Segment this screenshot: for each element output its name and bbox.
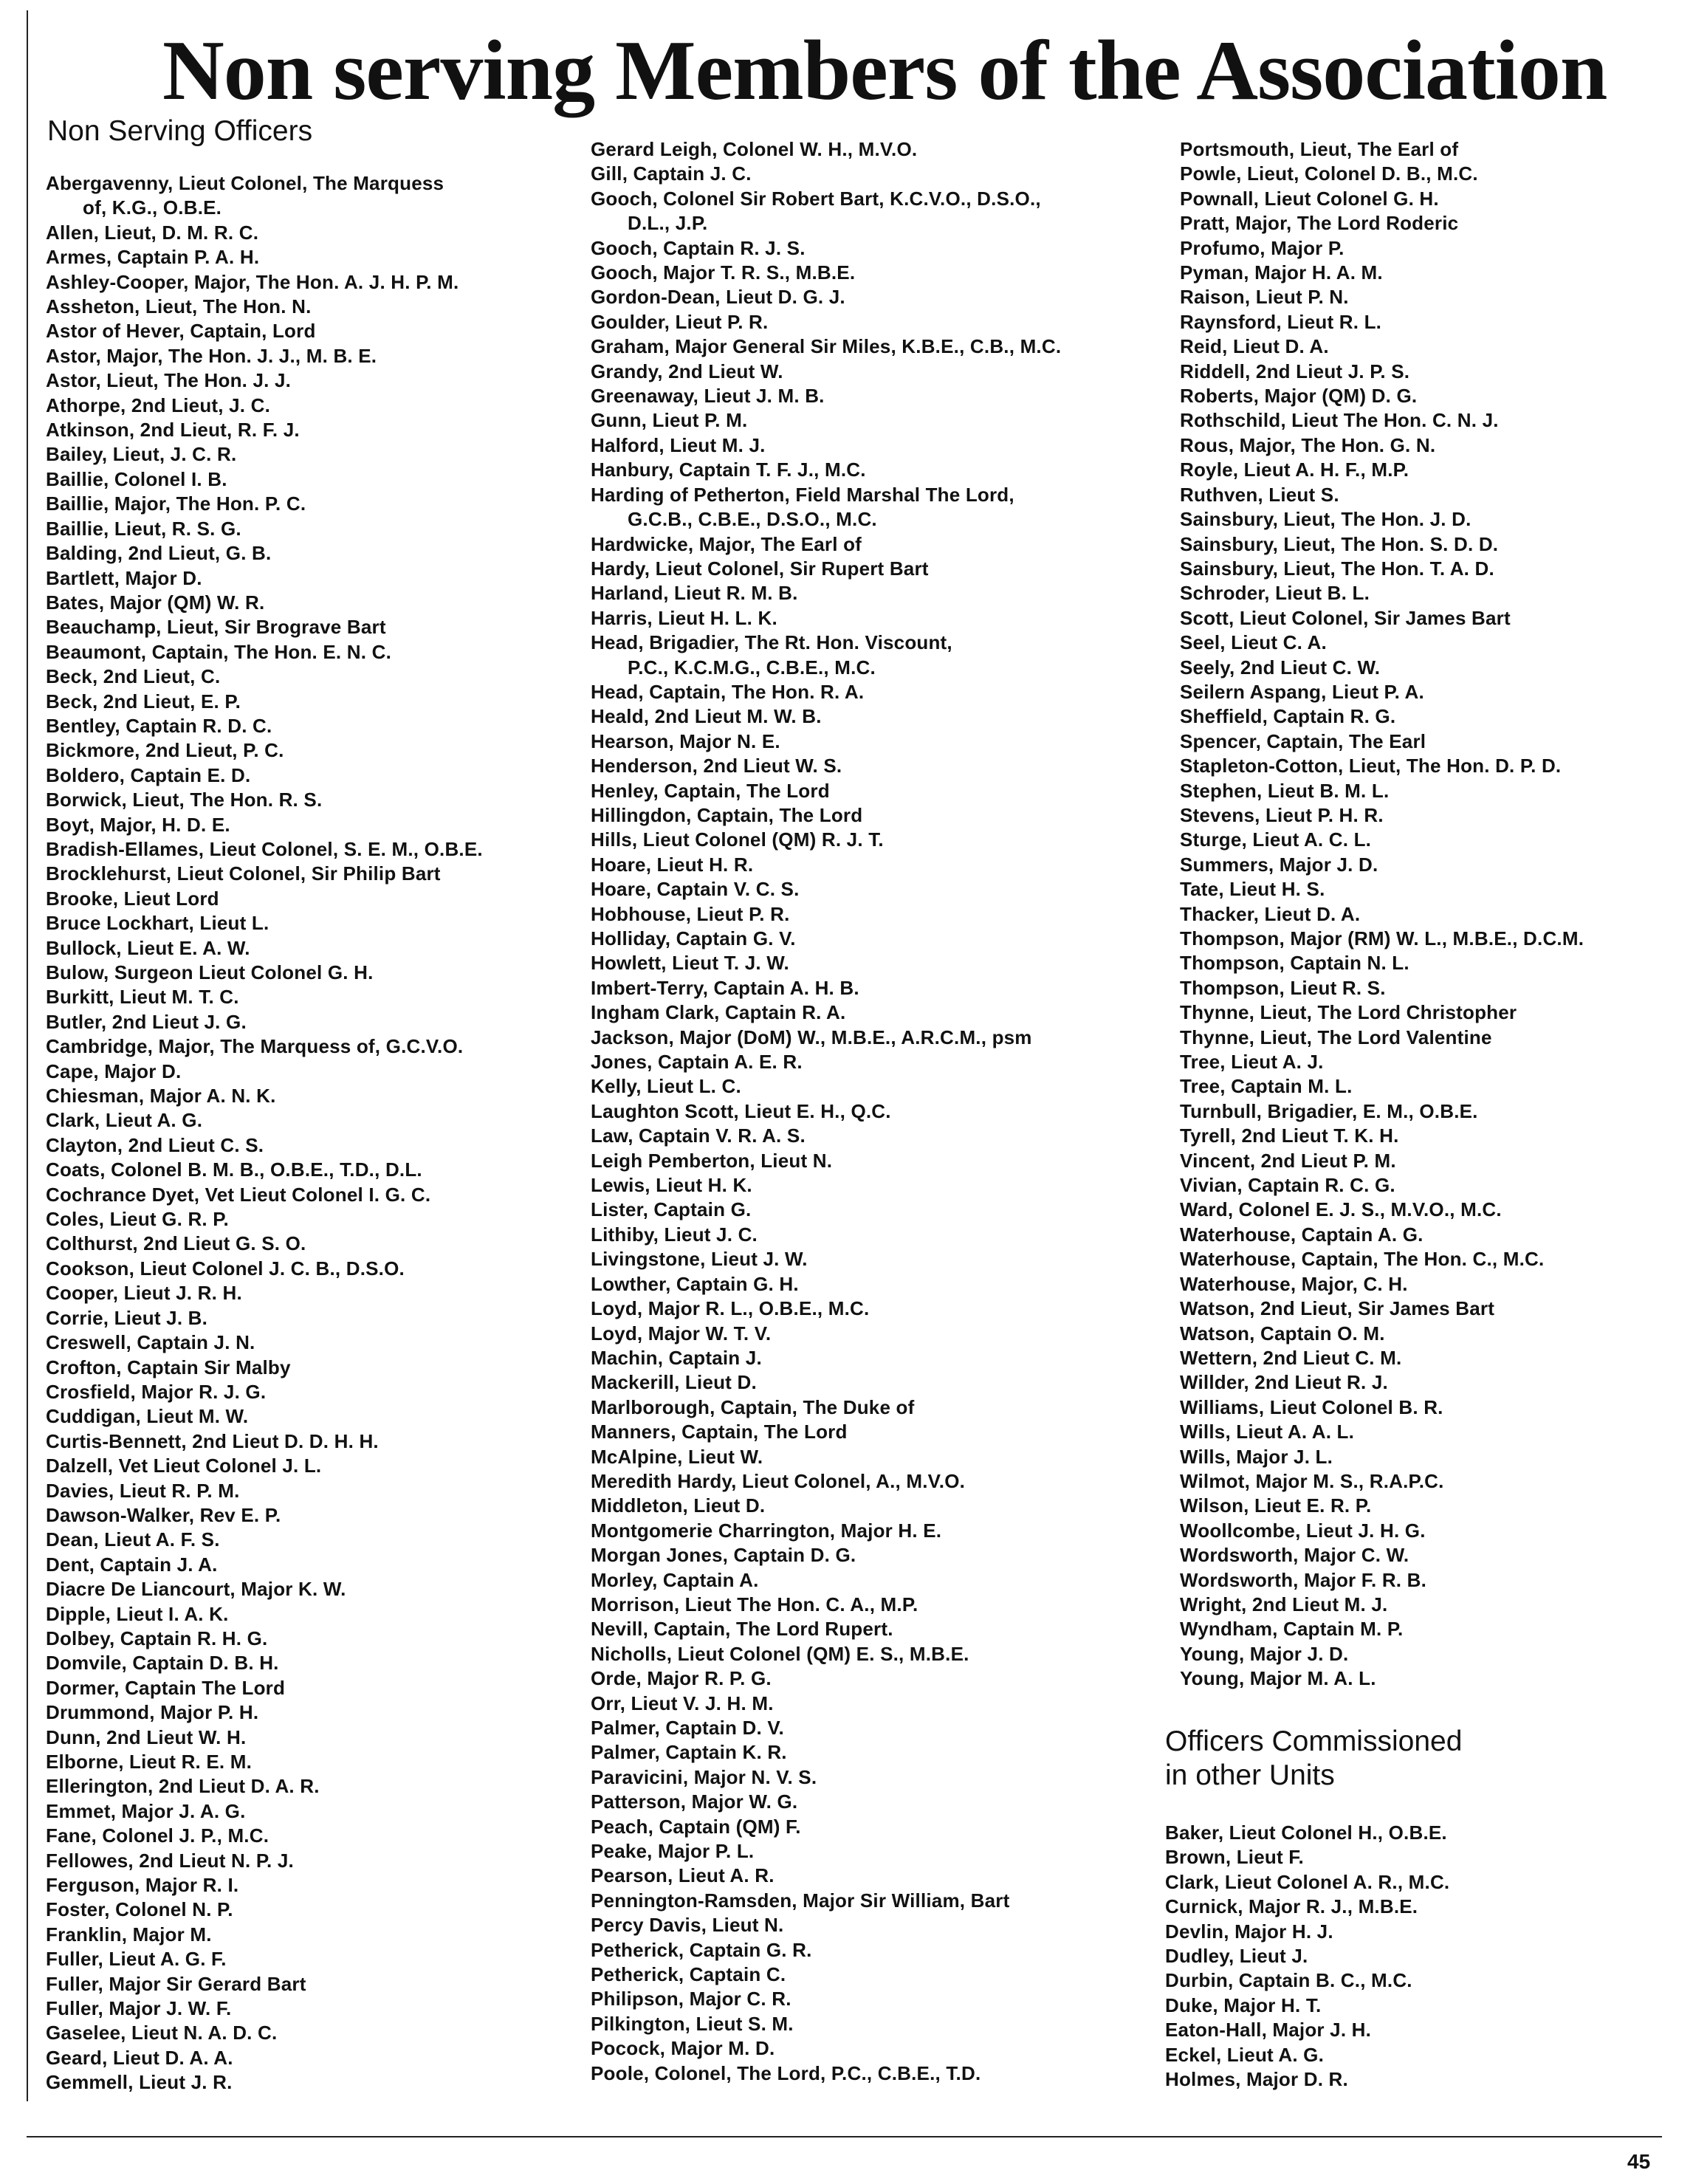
member-entry: Geard, Lieut D. A. A. — [46, 2046, 233, 2069]
member-entry: Crofton, Captain Sir Malby — [46, 1356, 291, 1378]
member-entry: Peake, Major P. L. — [591, 1840, 755, 1863]
member-entry: Young, Major M. A. L. — [1180, 1667, 1376, 1690]
member-entry: Middleton, Lieut D. — [591, 1494, 766, 1517]
member-entry: Pownall, Lieut Colonel G. H. — [1180, 187, 1439, 210]
member-entry: Lewis, Lieut H. K. — [591, 1174, 752, 1197]
member-entry: Palmer, Captain D. V. — [591, 1717, 784, 1739]
member-entry: Stapleton-Cotton, Lieut, The Hon. D. P. D. — [1180, 755, 1562, 777]
member-entry: Raynsford, Lieut R. L. — [1180, 310, 1382, 333]
member-entry: Allen, Lieut, D. M. R. C. — [46, 221, 259, 244]
member-entry: Morley, Captain A. — [591, 1568, 759, 1591]
section-heading-other-units-line1: Officers Commissioned — [1165, 1725, 1463, 1757]
member-entry: Foster, Colonel N. P. — [46, 1898, 233, 1921]
member-entry: Nicholls, Lieut Colonel (QM) E. S., M.B.E. — [591, 1642, 969, 1665]
member-entry: Franklin, Major M. — [46, 1923, 212, 1946]
member-entry: Corrie, Lieut J. B. — [46, 1306, 208, 1329]
member-entry: Beck, 2nd Lieut, E. P. — [46, 690, 241, 712]
member-entry: Hanbury, Captain T. F. J., M.C. — [591, 459, 866, 481]
member-entry: Curnick, Major R. J., M.B.E. — [1165, 1895, 1418, 1918]
member-entry: Meredith Hardy, Lieut Colonel, A., M.V.O. — [591, 1469, 966, 1492]
member-entry: Chiesman, Major A. N. K. — [46, 1085, 276, 1108]
member-entry: Bates, Major (QM) W. R. — [46, 591, 265, 614]
member-entry: Hoare, Lieut H. R. — [591, 853, 754, 876]
member-entry: Leigh Pemberton, Lieut N. — [591, 1149, 833, 1172]
member-entry: Sheffield, Captain R. G. — [1180, 705, 1396, 728]
member-entry: Loyd, Major W. T. V. — [591, 1322, 772, 1345]
member-entry: Spencer, Captain, The Earl — [1180, 729, 1426, 752]
member-entry: Sainsbury, Lieut, The Hon. T. A. D. — [1180, 557, 1494, 580]
member-entry: Powle, Lieut, Colonel D. B., M.C. — [1180, 162, 1478, 185]
page-number: 45 — [1627, 2150, 1651, 2173]
member-entry: Gooch, Major T. R. S., M.B.E. — [591, 261, 856, 284]
member-entry: Grandy, 2nd Lieut W. — [591, 360, 783, 382]
member-entry: Wilson, Lieut E. R. P. — [1180, 1494, 1372, 1517]
member-entry: Pilkington, Lieut S. M. — [591, 2012, 794, 2035]
member-entry: Cochrance Dyet, Vet Lieut Colonel I. G. C. — [46, 1183, 431, 1206]
member-entry: Paravicini, Major N. V. S. — [591, 1765, 817, 1788]
member-entry: Curtis-Bennett, 2nd Lieut D. D. H. H. — [46, 1429, 379, 1452]
member-entry: G.C.B., C.B.E., D.S.O., M.C. — [628, 508, 877, 531]
member-entry: Dolbey, Captain R. H. G. — [46, 1627, 268, 1649]
member-entry: Wordsworth, Major F. R. B. — [1180, 1568, 1427, 1591]
member-entry: Holmes, Major D. R. — [1165, 2068, 1348, 2091]
member-entry: Jones, Captain A. E. R. — [591, 1051, 803, 1074]
member-entry: Astor of Hever, Captain, Lord — [46, 320, 316, 343]
member-entry: Hoare, Captain V. C. S. — [591, 878, 800, 901]
member-entry: Clark, Lieut A. G. — [46, 1109, 203, 1132]
member-entry: Schroder, Lieut B. L. — [1180, 582, 1370, 605]
member-entry: Duke, Major H. T. — [1165, 1994, 1322, 2016]
member-entry: Holliday, Captain G. V. — [591, 927, 796, 950]
member-entry: Seely, 2nd Lieut C. W. — [1180, 656, 1381, 679]
member-entry: Pocock, Major M. D. — [591, 2037, 775, 2060]
member-entry: Tate, Lieut H. S. — [1180, 878, 1325, 901]
member-entry: Livingstone, Lieut J. W. — [591, 1248, 808, 1271]
member-entry: Vincent, 2nd Lieut P. M. — [1180, 1149, 1396, 1172]
member-entry: Portsmouth, Lieut, The Earl of — [1180, 138, 1459, 160]
member-entry: Marlborough, Captain, The Duke of — [591, 1395, 915, 1418]
member-entry: Beaumont, Captain, The Hon. E. N. C. — [46, 640, 392, 663]
member-entry: Wettern, 2nd Lieut C. M. — [1180, 1346, 1402, 1369]
member-entry: Bulow, Surgeon Lieut Colonel G. H. — [46, 961, 374, 983]
member-entry: Ashley-Cooper, Major, The Hon. A. J. H. P. M. — [46, 270, 459, 293]
member-entry: Baker, Lieut Colonel H., O.B.E. — [1165, 1821, 1447, 1844]
member-entry: Cambridge, Major, The Marquess of, G.C.V.O. — [46, 1035, 464, 1058]
member-entry: Ruthven, Lieut S. — [1180, 483, 1339, 506]
member-entry: Waterhouse, Captain A. G. — [1180, 1223, 1424, 1246]
member-entry: Astor, Lieut, The Hon. J. J. — [46, 369, 292, 392]
member-entry: Creswell, Captain J. N. — [46, 1331, 255, 1354]
other-units-list — [1165, 1821, 1449, 2092]
section-heading-non-serving-officers: Non Serving Officers — [47, 115, 313, 147]
member-entry: Imbert-Terry, Captain A. H. B. — [591, 976, 859, 999]
member-entry: Waterhouse, Major, C. H. — [1180, 1272, 1408, 1295]
member-entry: Tree, Captain M. L. — [1180, 1075, 1353, 1098]
member-entry: Diacre De Liancourt, Major K. W. — [46, 1578, 346, 1601]
member-entry: Willder, 2nd Lieut R. J. — [1180, 1371, 1388, 1394]
member-entry: Ingham Clark, Captain R. A. — [591, 1001, 846, 1024]
member-entry: Gerard Leigh, Colonel W. H., M.V.O. — [591, 138, 918, 160]
member-entry: Greenaway, Lieut J. M. B. — [591, 385, 825, 408]
member-entry: Dormer, Captain The Lord — [46, 1676, 286, 1699]
member-entry: Eckel, Lieut A. G. — [1165, 2043, 1325, 2066]
member-entry: Butler, 2nd Lieut J. G. — [46, 1010, 247, 1033]
member-entry: Bailey, Lieut, J. C. R. — [46, 443, 237, 466]
member-entry: Tyrell, 2nd Lieut T. K. H. — [1180, 1124, 1399, 1147]
member-entry: Drummond, Major P. H. — [46, 1701, 259, 1724]
member-entry: Bartlett, Major D. — [46, 566, 202, 589]
member-entry: Kelly, Lieut L. C. — [591, 1075, 741, 1098]
member-entry: Laughton Scott, Lieut E. H., Q.C. — [591, 1099, 891, 1122]
member-entry: Gooch, Captain R. J. S. — [591, 236, 806, 259]
member-entry: Sainsbury, Lieut, The Hon. S. D. D. — [1180, 532, 1499, 555]
middle-column-list — [591, 137, 1061, 2086]
member-entry: Goulder, Lieut P. R. — [591, 310, 769, 333]
member-entry: McAlpine, Lieut W. — [591, 1445, 763, 1468]
member-entry: Sainsbury, Lieut, The Hon. J. D. — [1180, 508, 1471, 531]
member-entry: Domvile, Captain D. B. H. — [46, 1652, 279, 1675]
member-entry: Eaton-Hall, Major J. H. — [1165, 2019, 1372, 2042]
member-entry: Hearson, Major N. E. — [591, 729, 780, 752]
member-entry: Watson, 2nd Lieut, Sir James Bart — [1180, 1297, 1495, 1320]
member-entry: Hardwicke, Major, The Earl of — [591, 532, 862, 555]
member-entry: Nevill, Captain, The Lord Rupert. — [591, 1618, 893, 1641]
member-entry: Atkinson, 2nd Lieut, R. F. J. — [46, 419, 300, 442]
member-entry: Montgomerie Charrington, Major H. E. — [591, 1519, 942, 1542]
member-entry: Henderson, 2nd Lieut W. S. — [591, 755, 842, 777]
member-entry: Graham, Major General Sir Miles, K.B.E., C.B., M.C. — [591, 335, 1062, 358]
member-entry: Ellerington, 2nd Lieut D. A. R. — [46, 1775, 320, 1798]
member-entry: Thacker, Lieut D. A. — [1180, 902, 1361, 925]
member-entry: Dalzell, Vet Lieut Colonel J. L. — [46, 1455, 322, 1477]
member-entry: Astor, Major, The Hon. J. J., M. B. E. — [46, 344, 377, 367]
left-margin-rule — [27, 10, 28, 2101]
member-entry: Pratt, Major, The Lord Roderic — [1180, 212, 1459, 235]
member-entry: Ferguson, Major R. I. — [46, 1874, 239, 1897]
member-entry: Hills, Lieut Colonel (QM) R. J. T. — [591, 828, 884, 851]
member-entry: Head, Brigadier, The Rt. Hon. Viscount, — [591, 631, 952, 654]
member-entry: Wordsworth, Major C. W. — [1180, 1544, 1409, 1567]
member-entry: Cookson, Lieut Colonel J. C. B., D.S.O. — [46, 1257, 405, 1280]
page-title: Non serving Members of the Association — [162, 24, 1607, 118]
member-entry: of, K.G., O.B.E. — [83, 196, 222, 219]
member-entry: Baillie, Colonel I. B. — [46, 467, 227, 490]
member-entry: Petherick, Captain C. — [591, 1963, 786, 1986]
member-entry: Thynne, Lieut, The Lord Valentine — [1180, 1026, 1492, 1048]
member-entry: Law, Captain V. R. A. S. — [591, 1124, 806, 1147]
member-entry: Harris, Lieut H. L. K. — [591, 606, 777, 629]
member-entry: Peach, Captain (QM) F. — [591, 1815, 801, 1838]
member-entry: Stephen, Lieut B. M. L. — [1180, 779, 1390, 802]
member-entry: Boldero, Captain E. D. — [46, 763, 251, 786]
member-entry: Baillie, Major, The Hon. P. C. — [46, 492, 306, 515]
member-entry: Dudley, Lieut J. — [1165, 1945, 1308, 1968]
member-entry: Howlett, Lieut T. J. W. — [591, 952, 789, 975]
member-entry: Rothschild, Lieut The Hon. C. N. J. — [1180, 409, 1499, 432]
member-entry: Summers, Major J. D. — [1180, 853, 1378, 876]
member-entry: Seel, Lieut C. A. — [1180, 631, 1327, 654]
member-entry: Lithiby, Lieut J. C. — [591, 1223, 758, 1246]
member-entry: Balding, 2nd Lieut, G. B. — [46, 542, 272, 565]
member-entry: Roberts, Major (QM) D. G. — [1180, 385, 1418, 408]
member-entry: Morrison, Lieut The Hon. C. A., M.P. — [591, 1593, 918, 1615]
member-entry: Baillie, Lieut, R. S. G. — [46, 517, 241, 540]
member-entry: Brocklehurst, Lieut Colonel, Sir Philip Bart — [46, 862, 441, 885]
member-entry: Bradish-Ellames, Lieut Colonel, S. E. M., O.B.E. — [46, 837, 483, 860]
member-entry: Hardy, Lieut Colonel, Sir Rupert Bart — [591, 557, 929, 580]
member-entry: Waterhouse, Captain, The Hon. C., M.C. — [1180, 1248, 1545, 1271]
member-entry: Armes, Captain P. A. H. — [46, 246, 260, 269]
member-entry: Gordon-Dean, Lieut D. G. J. — [591, 286, 845, 309]
member-entry: Brooke, Lieut Lord — [46, 887, 219, 910]
member-entry: Hobhouse, Lieut P. R. — [591, 902, 790, 925]
member-entry: Bruce Lockhart, Lieut L. — [46, 912, 269, 935]
member-entry: Dean, Lieut A. F. S. — [46, 1528, 220, 1551]
member-entry: Stevens, Lieut P. H. R. — [1180, 803, 1384, 826]
member-entry: Lister, Captain G. — [591, 1198, 752, 1221]
member-entry: Thompson, Captain N. L. — [1180, 952, 1409, 975]
member-entry: Rous, Major, The Hon. G. N. — [1180, 433, 1436, 456]
member-entry: Devlin, Major H. J. — [1165, 1920, 1333, 1943]
member-entry: Halford, Lieut M. J. — [591, 433, 766, 456]
left-column-list — [46, 171, 483, 2095]
member-entry: Harding of Petherton, Field Marshal The Lord, — [591, 483, 1014, 506]
member-entry: Lowther, Captain G. H. — [591, 1272, 799, 1295]
member-entry: Boyt, Major, H. D. E. — [46, 813, 230, 836]
member-entry: Abergavenny, Lieut Colonel, The Marquess — [46, 172, 444, 194]
member-entry: Tree, Lieut A. J. — [1180, 1051, 1324, 1074]
member-entry: Gaselee, Lieut N. A. D. C. — [46, 2022, 278, 2044]
member-entry: Wills, Lieut A. A. L. — [1180, 1421, 1355, 1443]
member-entry: Turnbull, Brigadier, E. M., O.B.E. — [1180, 1099, 1478, 1122]
member-entry: Fuller, Lieut A. G. F. — [46, 1948, 227, 1971]
member-entry: Wilmot, Major M. S., R.A.P.C. — [1180, 1469, 1444, 1492]
member-entry: Hillingdon, Captain, The Lord — [591, 803, 863, 826]
member-entry: Thompson, Lieut R. S. — [1180, 976, 1386, 999]
member-entry: Athorpe, 2nd Lieut, J. C. — [46, 394, 271, 416]
member-entry: Gooch, Colonel Sir Robert Bart, K.C.V.O., D.S.O., — [591, 187, 1041, 210]
member-entry: Jackson, Major (DoM) W., M.B.E., A.R.C.M., psm — [591, 1026, 1032, 1048]
member-entry: Cuddigan, Lieut M. W. — [46, 1405, 249, 1428]
member-entry: Dunn, 2nd Lieut W. H. — [46, 1725, 247, 1748]
member-entry: P.C., K.C.M.G., C.B.E., M.C. — [628, 656, 876, 679]
member-entry: Pennington-Ramsden, Major Sir William, Bart — [591, 1889, 1010, 1912]
member-entry: Davies, Lieut R. P. M. — [46, 1479, 240, 1502]
member-entry: Bentley, Captain R. D. C. — [46, 714, 272, 737]
member-entry: Beauchamp, Lieut, Sir Brograve Bart — [46, 616, 386, 639]
section-heading-other-units-line2: in other Units — [1165, 1759, 1335, 1791]
member-entry: Heald, 2nd Lieut M. W. B. — [591, 705, 822, 728]
member-entry: Loyd, Major R. L., O.B.E., M.C. — [591, 1297, 870, 1320]
member-entry: Poole, Colonel, The Lord, P.C., C.B.E., T.D. — [591, 2061, 981, 2084]
member-entry: Assheton, Lieut, The Hon. N. — [46, 295, 312, 318]
member-entry: Pearson, Lieut A. R. — [591, 1864, 775, 1887]
member-entry: Burkitt, Lieut M. T. C. — [46, 986, 239, 1009]
member-entry: Clayton, 2nd Lieut C. S. — [46, 1133, 264, 1156]
member-entry: Wills, Major J. L. — [1180, 1445, 1333, 1468]
right-column-list — [1180, 137, 1584, 1692]
member-entry: Emmet, Major J. A. G. — [46, 1799, 246, 1822]
member-entry: Morgan Jones, Captain D. G. — [591, 1544, 856, 1567]
member-entry: Sturge, Lieut A. C. L. — [1180, 828, 1372, 851]
member-entry: Thompson, Major (RM) W. L., M.B.E., D.C.M. — [1180, 927, 1584, 950]
member-entry: Cape, Major D. — [46, 1060, 182, 1082]
member-entry: Gemmell, Lieut J. R. — [46, 2071, 233, 2094]
member-entry: Patterson, Major W. G. — [591, 1790, 798, 1813]
member-entry: Vivian, Captain R. C. G. — [1180, 1174, 1395, 1197]
member-entry: Petherick, Captain G. R. — [591, 1938, 812, 1961]
member-entry: Gill, Captain J. C. — [591, 162, 752, 185]
member-entry: Thynne, Lieut, The Lord Christopher — [1180, 1001, 1517, 1024]
member-entry: Fuller, Major Sir Gerard Bart — [46, 1972, 306, 1995]
member-entry: Pyman, Major H. A. M. — [1180, 261, 1383, 284]
member-entry: Fuller, Major J. W. F. — [46, 1997, 232, 2020]
bottom-rule — [27, 2136, 1662, 2137]
member-entry: Orde, Major R. P. G. — [591, 1667, 772, 1690]
member-entry: Dawson-Walker, Rev E. P. — [46, 1503, 281, 1526]
member-entry: Riddell, 2nd Lieut J. P. S. — [1180, 360, 1410, 382]
member-entry: Wyndham, Captain M. P. — [1180, 1618, 1404, 1641]
member-entry: Wright, 2nd Lieut M. J. — [1180, 1593, 1388, 1615]
member-entry: Raison, Lieut P. N. — [1180, 286, 1349, 309]
member-entry: Young, Major J. D. — [1180, 1642, 1349, 1665]
member-entry: Mackerill, Lieut D. — [591, 1371, 757, 1394]
member-entry: Williams, Lieut Colonel B. R. — [1180, 1395, 1443, 1418]
member-entry: Head, Captain, The Hon. R. A. — [591, 680, 865, 703]
member-entry: Dent, Captain J. A. — [46, 1553, 218, 1576]
member-entry: Palmer, Captain K. R. — [591, 1741, 787, 1764]
member-entry: Philipson, Major C. R. — [591, 1988, 791, 2010]
member-entry: Profumo, Major P. — [1180, 236, 1345, 259]
member-entry: Clark, Lieut Colonel A. R., M.C. — [1165, 1870, 1450, 1893]
member-entry: Machin, Captain J. — [591, 1346, 762, 1369]
member-entry: Dipple, Lieut I. A. K. — [46, 1602, 229, 1625]
member-entry: Ward, Colonel E. J. S., M.V.O., M.C. — [1180, 1198, 1502, 1221]
member-entry: Henley, Captain, The Lord — [591, 779, 830, 802]
member-entry: Crosfield, Major R. J. G. — [46, 1380, 267, 1403]
member-entry: Orr, Lieut V. J. H. M. — [591, 1692, 774, 1714]
member-entry: Royle, Lieut A. H. F., M.P. — [1180, 459, 1409, 481]
member-entry: Reid, Lieut D. A. — [1180, 335, 1329, 358]
member-entry: Beck, 2nd Lieut, C. — [46, 665, 221, 688]
member-entry: Percy Davis, Lieut N. — [591, 1914, 784, 1937]
member-entry: Woollcombe, Lieut J. H. G. — [1180, 1519, 1426, 1542]
member-entry: Coats, Colonel B. M. B., O.B.E., T.D., D.L. — [46, 1158, 422, 1181]
member-entry: Fellowes, 2nd Lieut N. P. J. — [46, 1849, 294, 1872]
member-entry: Seilern Aspang, Lieut P. A. — [1180, 680, 1424, 703]
member-entry: Harland, Lieut R. M. B. — [591, 582, 798, 605]
member-entry: Fane, Colonel J. P., M.C. — [46, 1824, 269, 1847]
member-entry: Brown, Lieut F. — [1165, 1846, 1304, 1869]
member-entry: Manners, Captain, The Lord — [591, 1421, 848, 1443]
member-entry: Cooper, Lieut J. R. H. — [46, 1282, 242, 1305]
member-entry: Borwick, Lieut, The Hon. R. S. — [46, 789, 323, 811]
member-entry: Scott, Lieut Colonel, Sir James Bart — [1180, 606, 1511, 629]
member-entry: D.L., J.P. — [628, 212, 708, 235]
member-entry: Bullock, Lieut E. A. W. — [46, 936, 250, 959]
member-entry: Durbin, Captain B. C., M.C. — [1165, 1969, 1412, 1992]
member-entry: Elborne, Lieut R. E. M. — [46, 1751, 253, 1773]
member-entry: Colthurst, 2nd Lieut G. S. O. — [46, 1232, 306, 1255]
member-entry: Watson, Captain O. M. — [1180, 1322, 1385, 1345]
member-entry: Bickmore, 2nd Lieut, P. C. — [46, 739, 284, 762]
member-entry: Gunn, Lieut P. M. — [591, 409, 748, 432]
member-entry: Coles, Lieut G. R. P. — [46, 1208, 229, 1231]
